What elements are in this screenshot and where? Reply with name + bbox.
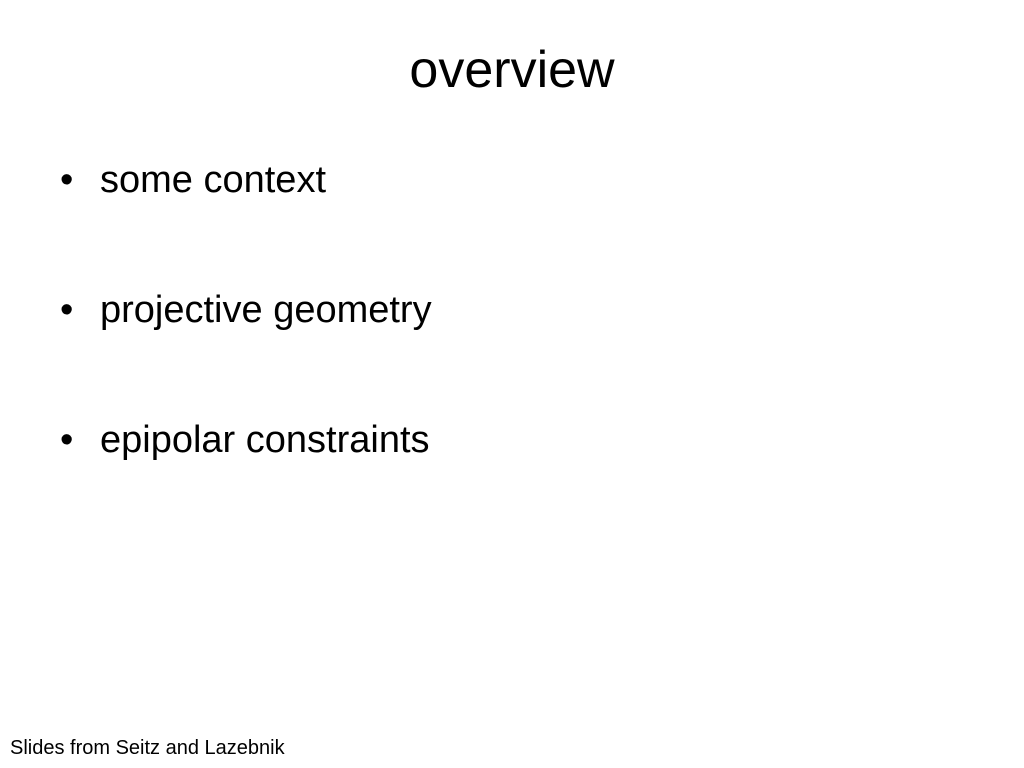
bullet-text-projective-geometry: projective geometry	[100, 289, 432, 331]
footer-credit: Slides from Seitz and Lazebnik	[10, 737, 285, 759]
bullet-text-epipolar-constraints: epipolar constraints	[100, 419, 430, 461]
bullet-marker: •	[60, 419, 74, 461]
bullet-marker: •	[60, 159, 74, 201]
bullet-item	[60, 150, 960, 210]
bullet-item	[60, 280, 960, 340]
bullet-item	[60, 410, 960, 470]
slide-title: overview	[409, 41, 615, 99]
bullet-marker: •	[60, 289, 74, 331]
bullet-text-some-context: some context	[100, 159, 326, 201]
bullet-list	[60, 150, 960, 540]
